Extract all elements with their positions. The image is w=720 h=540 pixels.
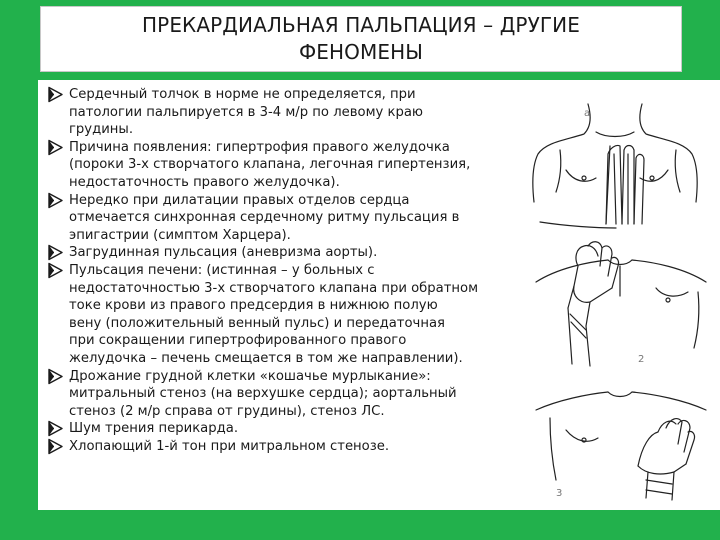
bullet-item (46, 192, 524, 245)
bullet-item (46, 368, 524, 421)
arrow-bullet-icon (48, 86, 64, 103)
arrow-bullet-icon (48, 420, 64, 437)
bullet-line: Шум трения перикарда. (69, 421, 239, 437)
arrow-bullet-icon (48, 139, 64, 156)
bullet-line: Нередко при дилатации правых отделов сердца (69, 192, 410, 208)
figure-palm-palpation (526, 84, 712, 234)
bullet-line: желудочка – печень смещается в том же направлении). (69, 350, 463, 366)
title-line-2: ФЕНОМЕНЫ (298, 40, 423, 64)
bullet-line: стеноз (2 м/р справа от грудины), стеноз ЛС. (69, 403, 385, 419)
arrow-bullet-icon (48, 368, 64, 385)
bullet-line: токе крови из правого предсердия в нижнюю полую (69, 298, 438, 314)
content-panel (38, 80, 720, 510)
bullet-line: Хлопающий 1-й тон при митральном стенозе. (69, 438, 390, 454)
bullet-line: Дрожание грудной клетки «кошачье мурлыкание»: (69, 368, 431, 384)
bullet-line: Пульсация печени: (истинная – у больных с (69, 262, 375, 278)
bullet-item (46, 86, 524, 139)
figure-label: 2 (638, 354, 645, 365)
bullet-line: Причина появления: гипертрофия правого желудочка (69, 139, 450, 155)
arrow-bullet-icon (48, 192, 64, 209)
bullet-line: Сердечный толчок в норме не определяется, при (69, 87, 416, 102)
bullet-line: вену (положительный венный пульс) и передаточная (69, 315, 445, 331)
torso-palm-palpation-icon (526, 84, 712, 234)
arrow-bullet-icon (48, 438, 64, 455)
bullet-item (46, 420, 524, 438)
figure-label: 3 (556, 488, 563, 499)
figure-hand-apex (528, 376, 716, 506)
torso-hand-apex-palpation-icon (528, 376, 716, 506)
arrow-bullet-icon (48, 244, 64, 261)
bullet-line: отмечается синхронная сердечному ритму пульсация в (69, 210, 460, 226)
bullet-line: недостаточностью 3-х створчатого клапана при обратном (69, 280, 479, 296)
bullet-item (46, 244, 524, 262)
title-line-1: ПРЕКАРДИАЛЬНАЯ ПАЛЬПАЦИЯ – ДРУГИЕ (142, 13, 580, 37)
bullet-line: патологии пальпируется в 3-4 м/р по левому краю (69, 104, 424, 120)
bullet-line: Загрудинная пульсация (аневризма аорты). (69, 245, 378, 261)
bullet-line: грудины. (69, 122, 134, 138)
bullet-item (46, 262, 524, 368)
bullet-line: недостаточность правого желудочка). (69, 174, 340, 190)
bullet-item (46, 438, 524, 456)
bullet-list (46, 86, 524, 455)
bullet-line: (пороки 3-х створчатого клапана, легочная гипертензия, (69, 157, 471, 173)
bullet-item (46, 139, 524, 192)
figure-label: а (584, 108, 591, 119)
bullet-line: эпигастрии (симптом Харцера). (69, 227, 291, 243)
figure-hand-shoulder (528, 236, 716, 374)
torso-hand-shoulder-palpation-icon (528, 236, 716, 374)
arrow-bullet-icon (48, 262, 64, 279)
bullet-line: при сокращении гипертрофированного правого (69, 333, 407, 349)
title-box (40, 6, 682, 72)
bullet-line: митральный стеноз (на верхушке сердца); аортальный (69, 386, 457, 402)
